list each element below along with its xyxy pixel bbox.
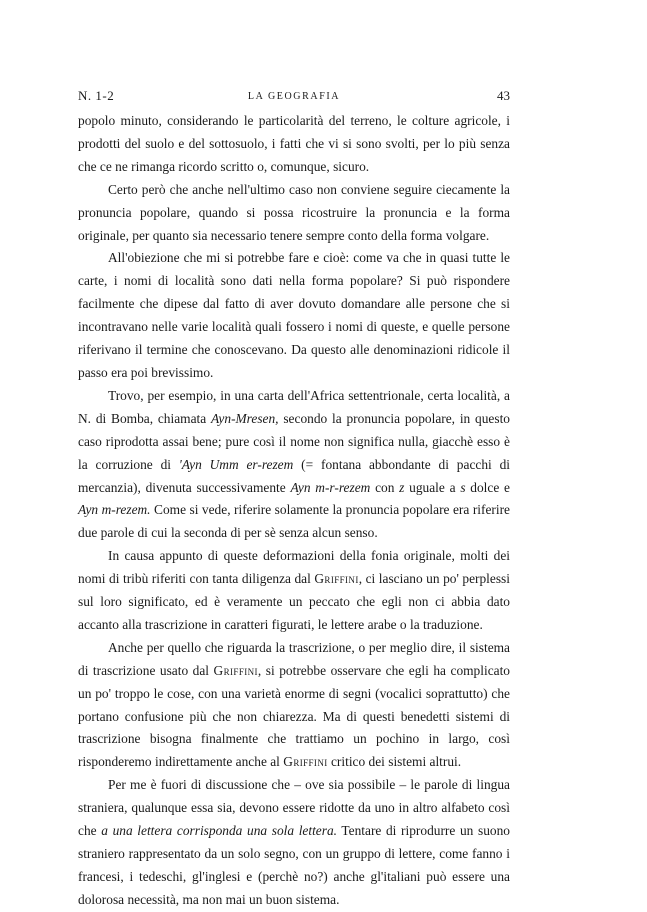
italic-term: 'Ayn Umm er-rezem <box>178 456 294 472</box>
text-run: dolce e <box>465 479 510 495</box>
paragraph <box>78 774 510 911</box>
text-run: All'obiezione che mi si potrebbe fare e cioè: come va che in quasi tutte le carte, i nomi di località sono dati nella forma popolare? Si può rispondere facilmente che dipese dal fatto di aver dovuto domandare alle persone che si incontravano nelle varie località quali fossero i nomi di queste, e quelle persone riferivano il termine che conoscevano. Da questo alle denominazioni ridicole il passo era poi brevissimo. <box>78 250 510 380</box>
author-name: Griffini <box>283 754 328 770</box>
author-name: Griffini <box>314 571 359 587</box>
text-run: uguale a <box>404 479 461 495</box>
paragraph <box>78 637 510 774</box>
issue-number: N. 1-2 <box>78 88 115 103</box>
paragraph <box>78 110 510 179</box>
italic-term: Ayn m-r-rezem <box>290 479 371 495</box>
text-run: In causa appunto di queste deformazioni della fonia originale, molti dei nomi di tribù riferiti con tanta diligenza dal <box>78 548 510 587</box>
journal-title: LA GEOGRAFIA <box>247 91 341 102</box>
text-run: critico dei sistemi altrui. <box>327 754 462 770</box>
text-run: , si potrebbe osservare che egli ha complicato un po' troppo le cose, con una varietà enorme di segni (vocalici soprattutto) che portano confusione più che non chiarezza. Ma di questi benedetti sistemi di trascrizione bisogna finalmente che trattiamo un pochino in largo, così risponderemo indirettamente anche al <box>78 662 510 770</box>
paragraph <box>78 545 510 637</box>
italic-term: a una lettera corrisponda una sola lettera. <box>101 823 337 839</box>
body-text <box>78 110 510 912</box>
text-run: Come si vede, riferire solamente la pronuncia popolare era riferire due parole di cui la seconda di per sè senza alcun senso. <box>78 502 510 541</box>
paragraph <box>78 247 510 384</box>
text-run: Tentare di riprodurre un suono straniero rappresentato da un solo segno, con un gruppo di lettere, come fanno i francesi, i tedeschi, gl'inglesi e (perchè no?) anche gl'italiani può essere una dolorosa necessità, ma non mai un buon sistema. <box>78 823 510 907</box>
text-run: (= fontana abbondante di pacchi di mercanzia), divenuta successivamente <box>78 456 510 495</box>
text-run: Anche per quello che riguarda la trascrizione, o per meglio dire, il sistema di trascrizione usato dal <box>78 639 510 678</box>
italic-term: s <box>460 479 466 495</box>
text-run: Certo però che anche nell'ultimo caso non conviene seguire ciecamente la pronuncia popolare, quando si possa ricostruire la pronuncia e la forma originale, per quanto sia necessario tenere sempre conto della forma volgare. <box>78 181 510 243</box>
text-run: , ci lasciano un po' perplessi sul loro significato, ed è veramente un peccato che egli non ci abbia dato accanto alla trascrizione in caratteri figurati, le lettere arabe o la traduzione. <box>78 571 510 632</box>
italic-term: Ayn m-rezem. <box>78 502 151 518</box>
text-run: Per me è fuori di discussione che – ove sia possibile – le parole di lingua straniera, qualunque essa sia, devono essere ridotte da uno in altro alfabeto così che <box>78 777 510 839</box>
italic-term: Ayn-Mresen, <box>210 410 279 426</box>
text-run: secondo la pronuncia popolare, in questo caso riprodotta assai bene; pure così il nome non significa nulla, giacchè esso è la corruzione di <box>78 410 510 472</box>
paragraph <box>78 385 510 545</box>
paragraph <box>78 179 510 248</box>
text-run: con <box>370 479 400 495</box>
text-run: Trovo, per esempio, in una carta dell'Africa settentrionale, certa località, a N. di Bomba, chiamata <box>78 387 510 426</box>
text-run: popolo minuto, considerando le particolarità del terreno, le colture agricole, i prodotti del suolo e del sottosuolo, i fatti che vi si sono svolti, per lo più senza che ce ne rimanga ricordo scritto o, comunque, sicuro. <box>78 113 510 174</box>
page-number: 43 <box>497 88 510 103</box>
author-name: Griffini <box>213 662 258 678</box>
italic-term: z <box>399 479 405 495</box>
